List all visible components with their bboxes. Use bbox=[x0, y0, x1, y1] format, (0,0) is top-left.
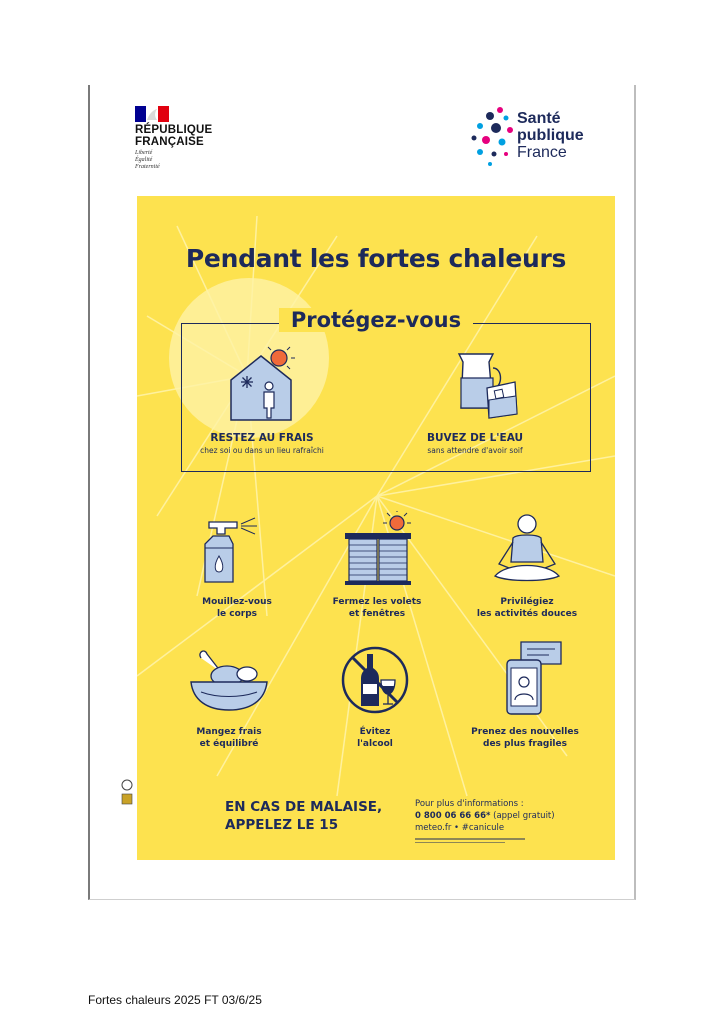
phone-message-icon bbox=[499, 638, 565, 718]
side-print-code bbox=[120, 778, 134, 848]
info-block bbox=[415, 798, 555, 834]
info-heading: Pour plus d'informations : bbox=[415, 799, 524, 809]
tip-title-frais: RESTEZ AU FRAIS bbox=[210, 432, 314, 444]
tip-mouillez-line1: Mouillez-vous bbox=[202, 597, 272, 607]
tip-evitez-line2: l'alcool bbox=[357, 739, 393, 749]
motto-fraternite: Fraternité bbox=[135, 164, 160, 170]
malaise-line2: APPELEZ LE 15 bbox=[225, 817, 339, 833]
malaise-line1: EN CAS DE MALAISE, bbox=[225, 799, 383, 815]
tip-mouillez bbox=[177, 596, 297, 620]
republique-francaise-logo bbox=[135, 106, 255, 178]
sante-publique-france-logo bbox=[470, 104, 600, 168]
protect-title-text: Protégez-vous bbox=[279, 308, 473, 332]
tip-sub-eau: sans attendre d'avoir soif bbox=[427, 446, 523, 455]
tip-mangez-line2: et équilibré bbox=[199, 739, 259, 749]
info-web: meteo.fr • #canicule bbox=[415, 823, 505, 833]
fineprint bbox=[415, 838, 535, 843]
poster-title: Pendant les fortes chaleurs bbox=[185, 244, 567, 273]
tip-fermez-line1: Fermez les volets bbox=[332, 597, 422, 607]
tip-mangez bbox=[169, 726, 289, 750]
tip-prenez bbox=[465, 726, 585, 750]
spf-line3: France bbox=[517, 144, 567, 161]
spf-line1: Santé bbox=[517, 110, 561, 127]
protect-title bbox=[137, 308, 615, 332]
tip-fermez-line2: et fenêtres bbox=[348, 609, 406, 619]
tip-mangez-line1: Mangez frais bbox=[196, 727, 262, 737]
tip-prenez-line1: Prenez des nouvelles bbox=[471, 727, 579, 737]
spf-line2: publique bbox=[517, 127, 584, 144]
malaise-callout bbox=[225, 798, 382, 834]
page-footer: Fortes chaleurs 2025 FT 03/6/25 bbox=[88, 993, 262, 1007]
tip-fermez bbox=[317, 596, 437, 620]
tip-privilegiez-line1: Privilégiez bbox=[500, 597, 554, 607]
motto-egalite: Égalité bbox=[135, 157, 153, 163]
shutters-icon bbox=[341, 511, 417, 587]
tip-mouillez-line2: le corps bbox=[216, 609, 258, 619]
tip-evitez bbox=[315, 726, 435, 750]
house-snowflake-icon bbox=[221, 346, 301, 424]
food-bowl-icon bbox=[187, 648, 271, 716]
meditation-icon bbox=[487, 512, 567, 586]
tip-privilegiez bbox=[467, 596, 587, 620]
heatwave-poster bbox=[137, 196, 615, 860]
rf-line1: RÉPUBLIQUE bbox=[135, 124, 213, 136]
spf-dots-icon bbox=[470, 104, 520, 168]
tip-privilegiez-line2: les activités douces bbox=[476, 609, 578, 619]
rf-line2: FRANÇAISE bbox=[135, 136, 204, 148]
info-phone-row bbox=[415, 810, 555, 822]
tip-title-eau: BUVEZ DE L'EAU bbox=[426, 432, 524, 444]
info-phone: 0 800 06 66 66* bbox=[415, 811, 491, 821]
tip-evitez-line1: Évitez bbox=[359, 727, 391, 737]
motto-liberte: Liberté bbox=[135, 150, 153, 156]
tip-prenez-line2: des plus fragiles bbox=[483, 739, 567, 749]
rf-motto bbox=[135, 150, 160, 171]
water-jug-icon bbox=[449, 348, 523, 420]
spray-bottle-icon bbox=[197, 514, 277, 586]
spf-wordmark bbox=[517, 110, 584, 161]
info-phone-note: (appel gratuit) bbox=[490, 811, 555, 821]
marianne-flag-icon bbox=[135, 106, 169, 122]
tip-sub-frais: chez soi ou dans un lieu rafraîchi bbox=[200, 446, 324, 455]
recycle-icon bbox=[120, 778, 134, 808]
no-alcohol-icon bbox=[339, 644, 411, 716]
